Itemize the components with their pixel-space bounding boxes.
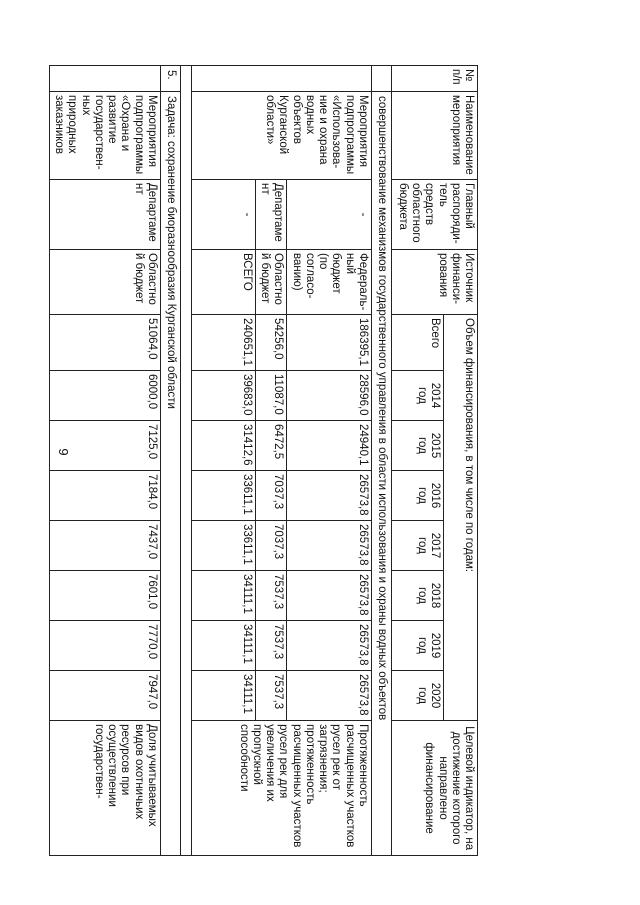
row-total: 54256,0 bbox=[256, 315, 287, 371]
row-total: 240651,1 bbox=[192, 315, 256, 371]
page-number: 9 bbox=[56, 448, 72, 456]
row-value: 33611,1 bbox=[192, 521, 256, 571]
row-value: 26573,8 bbox=[287, 671, 371, 721]
table-row bbox=[287, 66, 371, 856]
header-name: Наименование мероприятия bbox=[392, 92, 478, 180]
row-value: 34111,1 bbox=[192, 671, 256, 721]
row-value: 7037,3 bbox=[256, 471, 287, 521]
row-manager: - bbox=[192, 180, 256, 250]
row-value: 26573,8 bbox=[287, 471, 371, 521]
row-source: Федераль-ный бюджет (по согласо-ванию) bbox=[287, 250, 371, 315]
section1-indicator: Протяженность расчищенных участков русел рек от загрязнения; протяженность расчищенных участков русел рек для увеличения их пропускной способности bbox=[192, 721, 372, 856]
section2-indicator: Доля учитываемых видов охотничьих ресурсов при осуществлении государствен- bbox=[50, 721, 161, 856]
row-value: 26573,8 bbox=[287, 571, 371, 621]
section2-num-empty bbox=[50, 66, 161, 92]
header-indicator: Целевой индикатор, на достижение которого направлено финансирование bbox=[392, 721, 478, 856]
section1-num-cell bbox=[371, 66, 391, 92]
row-value: 24940,1 bbox=[287, 421, 371, 471]
row-manager: Департамент bbox=[50, 180, 161, 250]
row-value: 26573,8 bbox=[287, 521, 371, 571]
header-year: 2016 год bbox=[392, 471, 444, 521]
row-value: 34111,1 bbox=[192, 571, 256, 621]
header-volume: Объем финансирования, в том числе по годам: bbox=[444, 315, 478, 721]
row-value: 6000,0 bbox=[50, 371, 161, 421]
section2-num: 5. bbox=[160, 66, 180, 92]
section1-num-empty bbox=[192, 66, 372, 92]
row-value: 34111,1 bbox=[192, 621, 256, 671]
header-num: № п/п bbox=[392, 66, 478, 92]
row-manager: - bbox=[287, 180, 371, 250]
row-value: 7770,0 bbox=[50, 621, 161, 671]
row-value: 33611,1 bbox=[192, 471, 256, 521]
section1-measure-name: Мероприятия подпрограммы «Использова-ние и охрана водных объектов Курганской области» bbox=[192, 92, 372, 180]
row-value: 6472,5 bbox=[256, 421, 287, 471]
header-year: 2015 год bbox=[392, 421, 444, 471]
header-manager: Главный распоряди-тель средств областного бюджета bbox=[392, 180, 478, 250]
header-year: 2020 год bbox=[392, 671, 444, 721]
table-gap-row bbox=[181, 66, 192, 856]
section1-title: совершенствование механизмов государственного управления в области использования и охраны водных объектов bbox=[371, 92, 391, 856]
table-row bbox=[50, 66, 161, 856]
row-source: Областной бюджет bbox=[256, 250, 287, 315]
header-year: 2018 год bbox=[392, 571, 444, 621]
rotated-table-container bbox=[53, 65, 478, 855]
section2-task: Задача: сохранение биоразнообразия Курганской области bbox=[160, 92, 180, 856]
header-year: 2014 год bbox=[392, 371, 444, 421]
row-value: 39683,0 bbox=[192, 371, 256, 421]
row-value: 28596,0 bbox=[287, 371, 371, 421]
header-source: Источник финанси-рования bbox=[392, 250, 478, 315]
row-value: 26573,8 bbox=[287, 621, 371, 671]
row-value: 7537,3 bbox=[256, 571, 287, 621]
row-value: 7947,0 bbox=[50, 671, 161, 721]
header-total: Всего bbox=[392, 315, 444, 371]
row-total: 186395,1 bbox=[287, 315, 371, 371]
row-source: ВСЕГО bbox=[192, 250, 256, 315]
row-value: 7125,0 bbox=[50, 421, 161, 471]
row-value: 7437,0 bbox=[50, 521, 161, 571]
row-manager: Департамент bbox=[256, 180, 287, 250]
header-year: 2019 год bbox=[392, 621, 444, 671]
row-total: 51064,0 bbox=[50, 315, 161, 371]
row-value: 7537,3 bbox=[256, 621, 287, 671]
row-value: 7184,0 bbox=[50, 471, 161, 521]
row-value: 7037,3 bbox=[256, 521, 287, 571]
section2-measure-name: Мероприятия подпрограммы «Охрана и развитие государствен-ных природных заказников bbox=[50, 92, 161, 180]
row-value: 31412,6 bbox=[192, 421, 256, 471]
row-value: 7537,3 bbox=[256, 671, 287, 721]
row-value: 11087,0 bbox=[256, 371, 287, 421]
header-year: 2017 год bbox=[392, 521, 444, 571]
row-value: 7601,0 bbox=[50, 571, 161, 621]
financing-table bbox=[49, 65, 478, 856]
row-source: Областной бюджет bbox=[50, 250, 161, 315]
